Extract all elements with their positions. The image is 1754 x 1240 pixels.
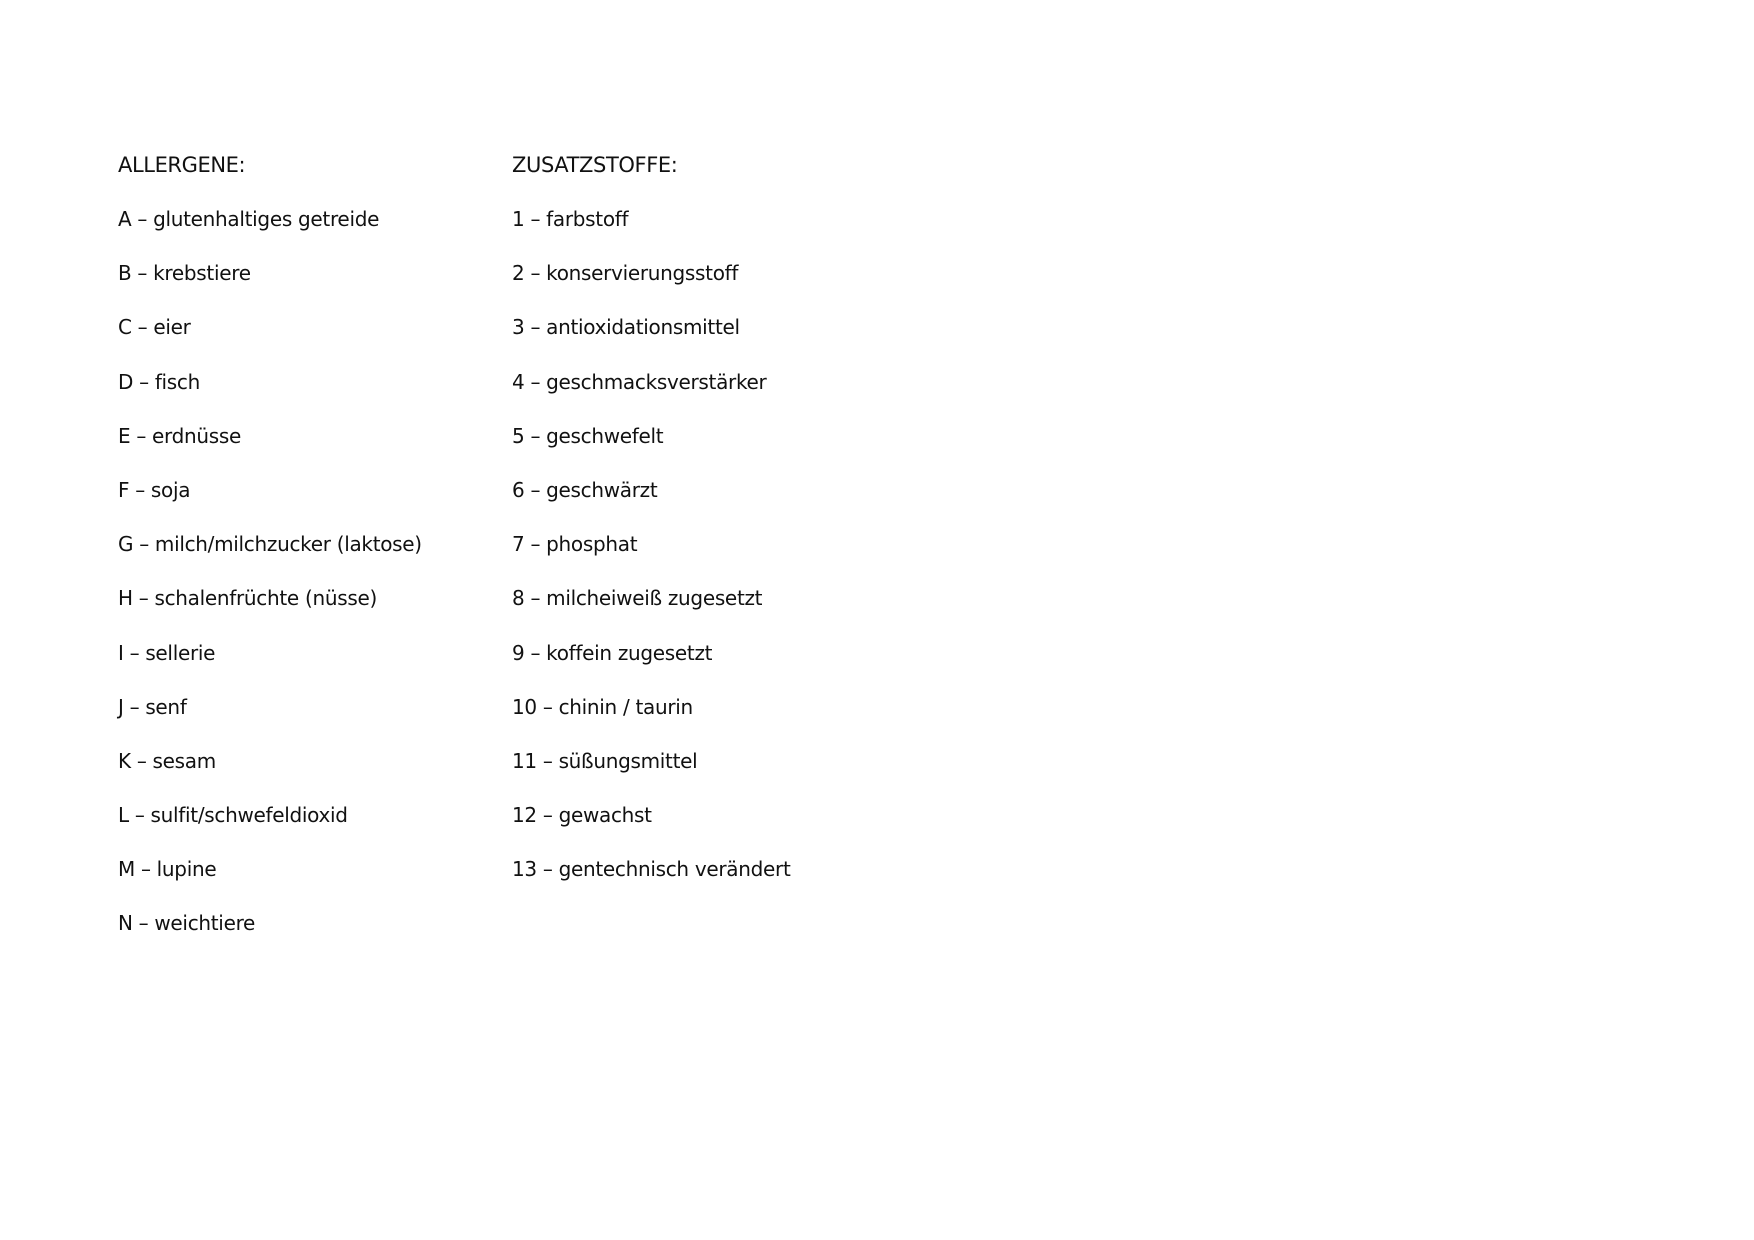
allergen-code: M xyxy=(118,857,135,882)
allergen-name: eier xyxy=(153,315,191,340)
additive-name: geschwärzt xyxy=(546,477,658,502)
additive-code: 7 xyxy=(512,532,525,557)
dash-separator: – xyxy=(530,261,541,286)
allergen-code: C xyxy=(118,315,132,340)
additive-item xyxy=(512,312,932,342)
additive-name: chinin / taurin xyxy=(558,694,693,719)
allergen-item xyxy=(118,638,498,668)
allergen-code: G xyxy=(118,532,134,557)
additive-item xyxy=(512,638,932,668)
dash-separator: – xyxy=(530,640,541,665)
allergen-name: krebstiere xyxy=(153,261,251,286)
additive-code: 3 xyxy=(512,315,525,340)
additive-code: 2 xyxy=(512,261,525,286)
additive-code: 6 xyxy=(512,477,525,502)
dash-separator: – xyxy=(542,803,553,828)
additive-item xyxy=(512,800,932,830)
allergen-name: sellerie xyxy=(145,640,216,665)
dash-separator: – xyxy=(530,369,541,394)
allergen-name: sulfit/schwefeldioxid xyxy=(150,803,348,828)
additive-code: 1 xyxy=(512,207,525,231)
additive-name: geschmacksverstärker xyxy=(546,369,767,394)
dash-separator: – xyxy=(530,207,541,231)
dash-separator: – xyxy=(137,207,148,231)
allergen-item xyxy=(118,367,498,397)
allergen-name: weichtiere xyxy=(154,911,256,936)
dash-separator: – xyxy=(530,586,541,611)
allergen-code: A xyxy=(118,207,132,231)
additive-item xyxy=(512,204,932,234)
additives-list xyxy=(512,204,932,884)
allergen-item xyxy=(118,854,498,884)
allergen-item xyxy=(118,746,498,776)
allergen-name: fisch xyxy=(154,369,201,394)
dash-separator: – xyxy=(138,911,149,936)
allergen-code: N xyxy=(118,911,133,936)
allergen-code: E xyxy=(118,423,131,448)
additive-item xyxy=(512,746,932,776)
allergen-item xyxy=(118,312,498,342)
additive-name: geschwefelt xyxy=(546,423,664,448)
dash-separator: – xyxy=(135,477,145,502)
dash-separator: – xyxy=(140,857,151,882)
additives-heading: ZUSATZSTOFFE: xyxy=(512,153,678,177)
additive-name: süßungsmittel xyxy=(558,748,698,773)
additive-name: antioxidationsmittel xyxy=(546,315,740,340)
additive-name: gewachst xyxy=(558,803,652,828)
allergen-name: soja xyxy=(150,477,191,502)
allergen-code: K xyxy=(118,748,131,773)
allergen-item xyxy=(118,475,498,505)
allergen-item xyxy=(118,692,498,722)
additive-item xyxy=(512,475,932,505)
dash-separator: – xyxy=(138,586,149,611)
allergen-name: senf xyxy=(145,694,187,719)
additive-name: konservierungsstoff xyxy=(546,261,739,286)
dash-separator: – xyxy=(530,532,541,557)
dash-separator: – xyxy=(137,315,148,340)
dash-separator: – xyxy=(139,369,149,394)
dash-separator: – xyxy=(530,423,541,448)
allergens-heading: ALLERGENE: xyxy=(118,153,246,177)
additive-name: koffein zugesetzt xyxy=(546,640,713,665)
dash-separator: – xyxy=(530,477,541,502)
additive-item xyxy=(512,854,932,884)
additive-name: phosphat xyxy=(546,532,638,557)
allergen-name: sesam xyxy=(152,748,216,773)
additive-code: 5 xyxy=(512,423,525,448)
additive-item xyxy=(512,529,932,559)
dash-separator: – xyxy=(542,694,553,719)
dash-separator: – xyxy=(129,640,140,665)
additives-column xyxy=(512,150,932,908)
additive-code: 13 xyxy=(512,857,537,882)
dash-separator: – xyxy=(139,532,149,557)
dash-separator: – xyxy=(136,748,147,773)
allergen-item xyxy=(118,908,498,938)
allergen-item xyxy=(118,421,498,451)
dash-separator: – xyxy=(129,694,140,719)
dash-separator: – xyxy=(542,748,553,773)
additive-item xyxy=(512,692,932,722)
allergen-code: F xyxy=(118,477,130,502)
allergen-item xyxy=(118,529,498,559)
additive-item xyxy=(512,258,932,288)
additive-code: 11 xyxy=(512,748,537,773)
additive-code: 4 xyxy=(512,369,525,394)
allergen-code: H xyxy=(118,586,133,611)
additive-code: 9 xyxy=(512,640,525,665)
additive-item xyxy=(512,583,932,613)
dash-separator: – xyxy=(542,857,553,882)
additive-name: gentechnisch verändert xyxy=(558,857,791,882)
allergen-code: L xyxy=(118,803,129,828)
allergen-name: lupine xyxy=(156,857,217,882)
dash-separator: – xyxy=(136,423,147,448)
additive-code: 10 xyxy=(512,694,537,719)
dash-separator: – xyxy=(530,315,541,340)
allergen-item xyxy=(118,204,498,234)
allergen-name: schalenfrüchte (nüsse) xyxy=(154,586,377,611)
allergens-column xyxy=(118,150,498,963)
additive-name: milcheiweiß zugesetzt xyxy=(546,586,763,611)
allergen-item xyxy=(118,583,498,613)
additive-item xyxy=(512,421,932,451)
additive-code: 8 xyxy=(512,586,525,611)
allergens-list xyxy=(118,204,498,938)
additive-code: 12 xyxy=(512,803,537,828)
allergen-name: glutenhaltiges getreide xyxy=(153,207,380,231)
allergen-code: I xyxy=(118,640,124,665)
allergen-name: milch/milchzucker (laktose) xyxy=(154,532,422,557)
additive-item xyxy=(512,367,932,397)
allergen-item xyxy=(118,800,498,830)
dash-separator: – xyxy=(134,803,145,828)
additive-name: farbstoff xyxy=(546,207,629,231)
allergen-item xyxy=(118,258,498,288)
dash-separator: – xyxy=(137,261,148,286)
allergen-code: J xyxy=(118,694,124,719)
allergen-code: B xyxy=(118,261,132,286)
allergen-name: erdnüsse xyxy=(152,423,242,448)
allergen-code: D xyxy=(118,369,134,394)
